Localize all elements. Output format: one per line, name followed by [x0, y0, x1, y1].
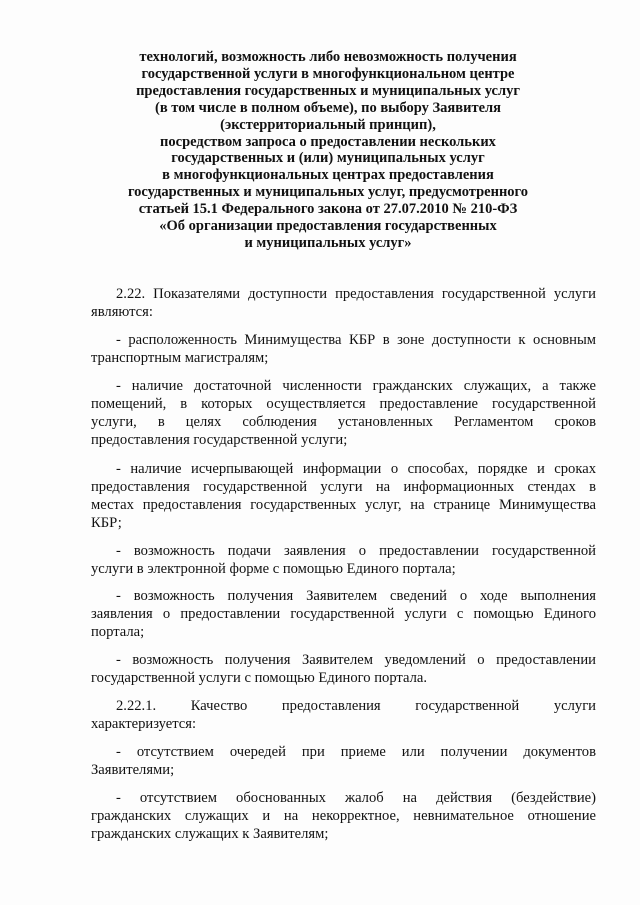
paragraph-quality-intro	[91, 697, 596, 733]
paragraph-progress-info	[91, 587, 596, 641]
heading-line: «Об организации предоставления государственных	[159, 218, 497, 235]
text-line: заявления о предоставлении государственной услуги с помощью Единого	[91, 606, 596, 622]
paragraph-staff	[91, 377, 596, 449]
heading-line: и муниципальных услуг»	[244, 234, 412, 251]
paragraph-location	[91, 331, 596, 367]
paragraph-electronic-filing	[91, 542, 596, 578]
heading-line: посредством запроса о предоставлении нескольких	[160, 133, 496, 150]
text-line: - отсутствием очередей при приеме или получении документов	[116, 744, 596, 760]
text-line: - наличие исчерпывающей информации о способах, порядке и сроках	[116, 461, 596, 477]
text-line: КБР;	[91, 515, 122, 531]
text-line: - расположенность Минимущества КБР в зоне доступности к основным	[116, 332, 596, 348]
text-line: - возможность получения Заявителем сведений о ходе выполнения	[116, 588, 596, 604]
heading-line: статьей 15.1 Федерального закона от 27.07.2010 № 210-ФЗ	[138, 201, 518, 218]
paragraph-no-complaints	[91, 789, 596, 843]
text-line: 2.22. Показателями доступности предоставления государственной услуги	[116, 286, 596, 302]
text-line: являются:	[91, 304, 153, 320]
text-line: предоставления государственной услуги на информационных стендах в	[91, 479, 596, 495]
text-line: гражданских служащих и на некорректное, невнимательное отношение	[91, 808, 596, 824]
paragraph-notifications	[91, 651, 596, 687]
text-line: характеризуется:	[91, 716, 197, 732]
text-line: - возможность получения Заявителем уведомлений о предоставлении	[116, 652, 596, 668]
paragraph-no-queues	[91, 743, 596, 779]
text-line: предоставления государственной услуги;	[91, 432, 348, 448]
heading-line: государственной услуги в многофункциональном центре	[141, 65, 515, 82]
text-line: - наличие достаточной численности гражданских служащих, а также	[116, 378, 596, 394]
heading-line: в многофункциональных центрах предоставления	[162, 167, 494, 184]
text-line: государственной услуги с помощью Единого портала.	[91, 670, 427, 686]
text-line: местах предоставления государственных услуг, на странице Минимущества	[91, 497, 596, 513]
text-line: транспортным магистралям;	[91, 350, 269, 366]
text-line: портала;	[91, 624, 145, 640]
text-line: Заявителями;	[91, 762, 175, 778]
text-line: помещений, в которых осуществляется предоставление государственной	[91, 396, 596, 412]
heading-line: (экстерриториальный принцип),	[220, 116, 436, 133]
heading-line: технологий, возможность либо невозможность получения	[139, 49, 517, 65]
heading-line: (в том числе в полном объеме), по выбору Заявителя	[154, 99, 502, 116]
text-line: - возможность подачи заявления о предоставлении государственной	[116, 543, 596, 559]
heading-line: государственных и муниципальных услуг, предусмотренного	[127, 184, 529, 201]
text-line: гражданских служащих к Заявителям;	[91, 826, 329, 842]
paragraph-accessibility-intro	[91, 285, 596, 321]
heading-line: государственных и (или) муниципальных услуг	[171, 150, 485, 167]
text-line: услуги, в целях соблюдения установленных Регламентом сроков	[91, 414, 596, 430]
text-line: - отсутствием обоснованных жалоб на действия (бездействие)	[116, 790, 596, 806]
section-heading	[88, 49, 568, 252]
text-line: услуги в электронной форме с помощью Единого портала;	[91, 561, 456, 577]
heading-line: предоставления государственных и муниципальных услуг	[136, 82, 520, 99]
text-line: 2.22.1. Качество предоставления государственной услуги	[116, 698, 596, 714]
paragraph-information	[91, 460, 596, 532]
